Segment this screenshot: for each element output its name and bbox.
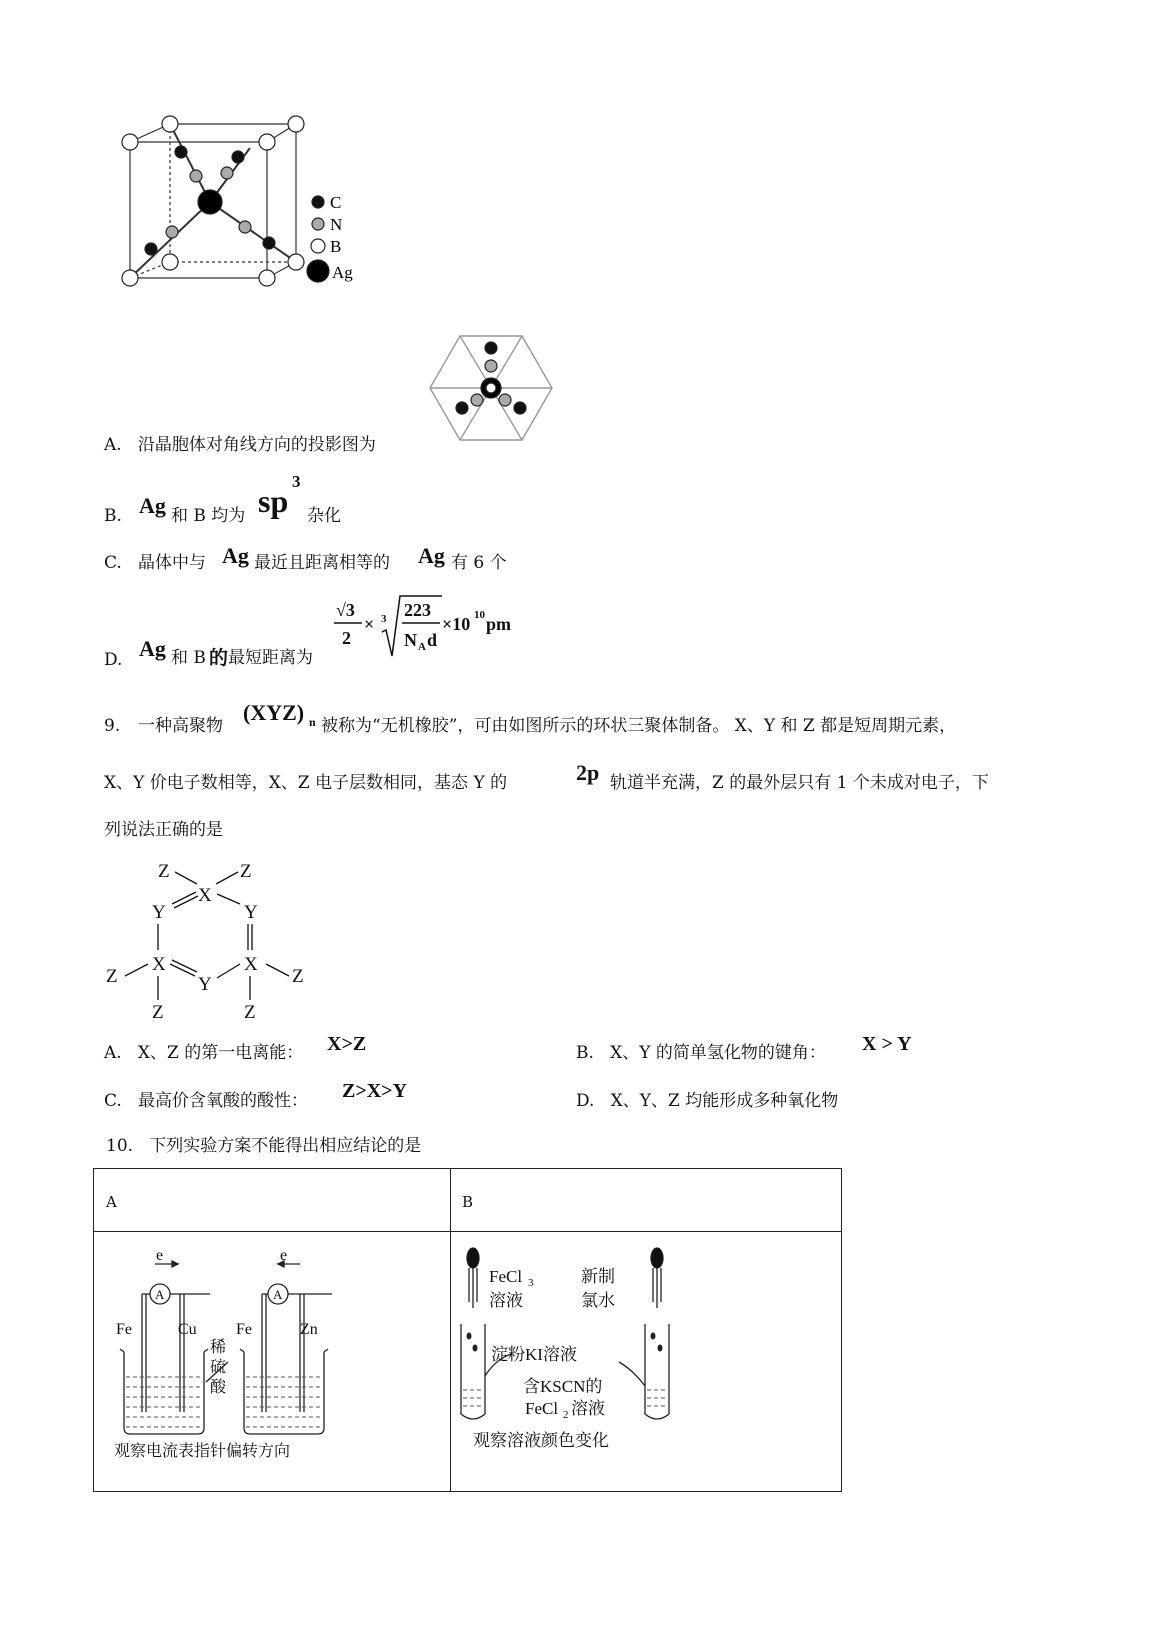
fecl2-label: FeCl — [525, 1399, 559, 1418]
atom-z: Z — [244, 1002, 256, 1023]
q8-d-de: 的 — [209, 648, 229, 669]
q9-option-c — [104, 1091, 308, 1111]
atom-x: X — [244, 954, 258, 975]
q9-text-2: 被称为“无机橡胶”，可由如图所示的环状三聚体制备。 X、Y 和 Z 都是短周期元素， — [321, 716, 957, 736]
q9-option-b — [576, 1043, 826, 1063]
option-text: X、Y、Z 均能形成多种氧化物 — [610, 1091, 839, 1111]
legend-ag: Ag — [332, 263, 353, 282]
atom-y: Y — [244, 902, 258, 923]
q8-b-end: 杂化 — [307, 506, 341, 526]
acid-label-2: 硫 — [210, 1359, 227, 1376]
q8-option-c — [104, 553, 206, 573]
option-text: 最高价含氧酸的酸性： — [138, 1091, 309, 1111]
q9-2p: 2p — [576, 760, 600, 785]
q8-c-mid: 最近且距离相等的 — [254, 553, 390, 573]
atom-x: X — [198, 885, 212, 906]
sp-superscript: 3 — [292, 472, 301, 491]
distance-formula — [330, 592, 530, 662]
atom-y: Y — [152, 902, 166, 923]
option-label: D. — [576, 1091, 595, 1111]
formula-N: N — [404, 630, 417, 650]
figure-b-caption: 观察溶液颜色变化 — [473, 1431, 609, 1450]
ag-symbol: Ag — [139, 636, 166, 661]
formula-pm: pm — [486, 614, 512, 634]
q10-number: 10. — [106, 1136, 134, 1156]
crystal-cell-figure — [110, 110, 380, 300]
electrode-fe: Fe — [116, 1321, 132, 1338]
fecl3-label: FeCl — [489, 1267, 523, 1286]
q9-a-expr: X>Z — [327, 1033, 367, 1055]
option-label: D. — [104, 650, 123, 670]
electrode-zn: Zn — [300, 1321, 318, 1338]
electron-label: e — [280, 1252, 288, 1264]
atom-z: Z — [158, 861, 170, 882]
fecl2-subscript: 2 — [563, 1409, 569, 1421]
formula-d: d — [427, 630, 438, 650]
atom-y: Y — [198, 974, 212, 995]
option-label: A. — [104, 435, 122, 455]
q8-b-mid: 和 B 均为 — [171, 506, 246, 526]
option-label: C. — [104, 553, 122, 573]
formula-root-index: 3 — [381, 613, 387, 625]
q9-formula: (XYZ) — [243, 700, 305, 725]
option-label: C. — [104, 1091, 122, 1111]
solution-label: 溶液 — [489, 1291, 523, 1310]
q8-d-mid: 和 B — [171, 648, 206, 668]
option-text: X、Y 的简单氢化物的键角： — [610, 1043, 826, 1063]
option-text: 晶体中与 — [138, 553, 207, 573]
figure-a-caption: 观察电流表指针偏转方向 — [114, 1443, 291, 1460]
column-a-header: A — [106, 1193, 117, 1211]
formula-exp: 10 — [474, 609, 485, 621]
ag-symbol: Ag — [139, 493, 166, 518]
formula-x10: ×10 — [442, 614, 471, 634]
column-b-header: B — [462, 1193, 474, 1211]
atom-x: X — [152, 954, 166, 975]
legend-n: N — [330, 215, 343, 234]
projection-figure — [428, 328, 558, 444]
electrode-fe: Fe — [236, 1321, 252, 1338]
ag-symbol: Ag — [222, 543, 249, 568]
ring-trimer-structure — [100, 858, 320, 1028]
q8-c-end: 有 6 个 — [451, 553, 507, 573]
option-label: A. — [104, 1043, 122, 1063]
atom-z: Z — [106, 966, 118, 987]
fresh-label: 新制 — [581, 1267, 615, 1286]
legend-b: B — [330, 237, 342, 256]
acid-label-1: 稀 — [210, 1339, 227, 1356]
option-label: B. — [104, 506, 122, 526]
atom-z: Z — [240, 861, 252, 882]
ammeter-label: A — [273, 1287, 283, 1302]
q8-d-end: 最短距离为 — [228, 648, 313, 668]
acid-label-3: 酸 — [210, 1379, 227, 1396]
atom-z: Z — [292, 966, 304, 987]
electrode-cu: Cu — [178, 1321, 197, 1338]
kscn-label: 含KSCN的 — [523, 1377, 603, 1396]
fecl3-subscript: 3 — [528, 1277, 534, 1289]
formula-2: 2 — [342, 628, 351, 648]
experiment-a-figure — [110, 1252, 440, 1462]
q10-text: 下列实验方案不能得出相应结论的是 — [149, 1136, 422, 1156]
q9-text-4: 轨道半充满，Z 的最外层只有 1 个未成对电子，下 — [610, 773, 989, 793]
q8-option-b — [104, 506, 122, 526]
chlorine-water-label: 氯水 — [581, 1291, 615, 1310]
q9-option-d — [576, 1091, 838, 1111]
option-label: B. — [576, 1043, 594, 1063]
q9-text-1: 一种高聚物 — [138, 716, 223, 736]
q9-text-5: 列说法正确的是 — [104, 820, 223, 840]
option-text: X、Z 的第一电离能： — [137, 1043, 304, 1063]
fecl2-solution-label: 溶液 — [571, 1399, 605, 1418]
experiment-b-figure — [455, 1244, 715, 1459]
q9-text-3: X、Y 价电子数相等，X、Z 电子层数相同，基态 Y 的 — [104, 773, 508, 793]
legend-c: C — [330, 193, 342, 212]
q9-number: 9. — [104, 716, 121, 736]
option-text: 沿晶胞体对角线方向的投影图为 — [137, 435, 376, 455]
formula-sqrt3: √3 — [336, 600, 355, 620]
sp-symbol: sp — [258, 483, 289, 519]
q9-option-a — [104, 1043, 303, 1063]
q9-c-expr: Z>X>Y — [342, 1080, 408, 1102]
q9-formula-sub: n — [309, 715, 316, 729]
formula-times: × — [364, 614, 375, 634]
q8-option-a — [104, 435, 376, 455]
q10-question — [106, 1136, 421, 1156]
formula-A-sub: A — [418, 641, 426, 653]
ag-symbol: Ag — [418, 543, 445, 568]
q8-option-d — [104, 650, 122, 670]
q9-b-expr: X > Y — [862, 1033, 912, 1055]
ammeter-label: A — [155, 1287, 165, 1302]
electron-label: e — [156, 1252, 164, 1264]
formula-223: 223 — [404, 600, 431, 620]
atom-z: Z — [152, 1002, 164, 1023]
starch-ki-label: 淀粉KI溶液 — [491, 1345, 577, 1364]
